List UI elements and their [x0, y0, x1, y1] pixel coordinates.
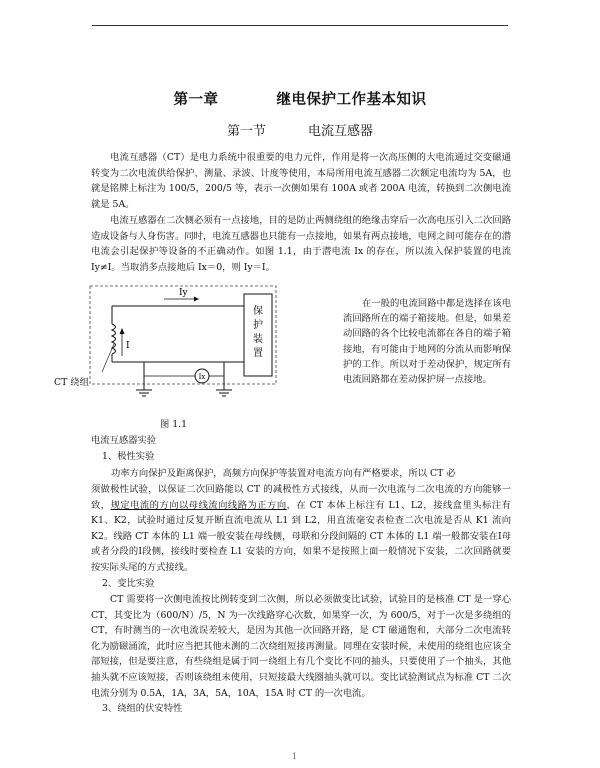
section-number: 第一节 — [226, 124, 266, 139]
item3-title: 3、绕组的伏安特性 — [102, 703, 183, 714]
device-char-4: 置 — [253, 348, 263, 359]
paragraph-grounding: 电流互感器在二次侧必须有一点接地，目的是防止两侧绕组的绝缘击穿后一次高电压引入二次回路造成设备与人身伤害。同时，电流互感器也只能有一点接地，如果有两点接地，电网之间可能存在的潜电流会引起保护等设备的不正确动作。如图 1.1，由于潜电流 Ix 的存在，所以流入保护装置的电流 Iy≠I。当取消多点接地后 Ix＝0，则 Iy＝I。 — [91, 215, 511, 273]
ct-winding-label: CT 绕组 — [54, 377, 89, 388]
positive-direction-rule: 规定电流的方向以母线流向线路为正方向 — [110, 499, 287, 511]
section-heading — [0, 120, 600, 139]
i-label: I — [126, 341, 130, 351]
item2-title: 2、变比实验 — [102, 578, 155, 589]
side-paragraph: 在一般的电流回路中都是选择在该电流回路所在的端子箱接地。但是，如果差动回路的各个比较电流都在各自的端子箱接地，有可能由于地网的分流从而影响保护的工作。所以对于差动保护，规定所有电流回路都在差动保护屏一点接地。 — [343, 298, 511, 386]
device-char-3: 装 — [253, 334, 263, 345]
iy-arrow-head — [194, 297, 199, 302]
item2-paragraph: CT 需要将一次侧电流按比例转变到二次侧，所以必须做变比试验，试验目的是核准 CT 是一穿心 CT，其变比为（600/N）/5，N 为一次线路穿心次数，如果穿一次，为 600/5，对于一次是多绕组的 CT，有时测当的一次电流误差较大，是因为其他一次回路开路，是 CT 磁通饱和，大部分二次电流转化为励磁涌流，此时应当把其他未测的二次绕组短接再测量。同理在安装时候，未使用的绕组也应该全部短接，但是要注意，有些绕组是属于同一绕组上有几个变比不同的抽头，只要使用了一个抽头，其他抽头就不应该短接，否则该绕组未使用，只短接最大线圈抽头就可以。变比试验测试点为标准 CT 二次电流分别为 0.5A，1A，3A，5A，10A，15A 时 CT 的一次电流。 — [91, 594, 511, 699]
chapter-number: 第一章 — [173, 91, 219, 108]
item1-text-lead: 功率方向保护及距离保护，高频方向保护等装置对电流方向有严格要求，所以 CT 必 — [111, 468, 456, 479]
i-arrow-head — [120, 328, 125, 334]
figure-caption: 图 1.1 — [160, 419, 188, 430]
page-number: 1 — [292, 752, 298, 761]
header-rule — [92, 25, 508, 26]
chapter-heading — [0, 88, 600, 109]
section-title: 电流互感器 — [308, 124, 374, 139]
experiments-heading: 电流互感器实验 — [91, 435, 157, 446]
ct-grounding-diagram — [84, 272, 324, 412]
paragraph-intro: 电流互感器（CT）是电力系统中很重要的电力元件，作用是将一次高压侧的大电流通过交变磁通转变为二次电流供给保护、测量、录波、计度等使用，本局所用电流互感器二次额定电流均为 5A，也就是铭牌上标注为 100/5，200/5 等，表示一次侧如果有 100A 或者 200A 电流，转换到二次侧电流就是 5A。 — [91, 152, 511, 210]
device-char-2: 护 — [253, 320, 263, 331]
chapter-title: 继电保护工作基本知识 — [276, 91, 427, 108]
iy-label: Iy — [179, 288, 188, 298]
item1-title: 1、极性实验 — [102, 451, 155, 462]
device-char-1: 保 — [253, 306, 263, 317]
item1-paragraph: 须做极性试验，以保证二次回路能以 CT 的减极性方式接线，从而一次电流与二次电流的方向能够一致，规定电流的方向以母线流向线路为正方向，在 CT 本体上标注有 L1、L2，接线盒里头标注有 K1、K2，试验时通过反复开断直流电流从 L1 到 L2，用直流毫安表检查二次电流是否从 K1 流向 K2。线路 CT 本体的 L1 端一般安装在母线侧，母联和分段间隔的 CT 本体的 L1 端一般都安装在Ⅰ母或者分段的Ⅰ段侧，接线时要检查 L1 安装的方向，如果不是按照上面一般情况下安装，二次回路就要按实际头尾的方式接线。 — [91, 484, 511, 573]
ix-label: Ix — [198, 373, 206, 381]
ct-coil — [112, 324, 116, 354]
